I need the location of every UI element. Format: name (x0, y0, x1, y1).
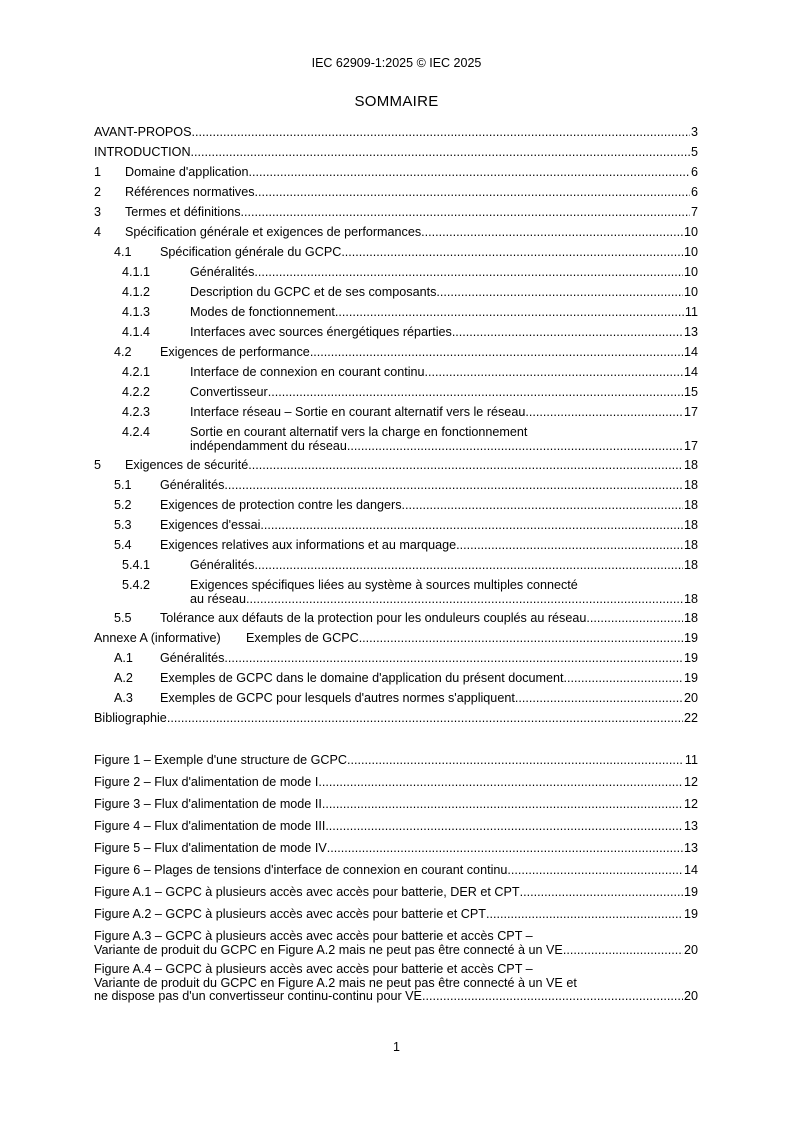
toc-entry-page: 18 (683, 478, 698, 492)
dot-leader (254, 266, 683, 280)
dot-leader (249, 166, 690, 180)
toc-entry-content (160, 652, 698, 666)
toc-entry-page: 18 (683, 538, 698, 552)
toc-entry-page: 15 (683, 385, 698, 399)
figure-entry-content (94, 798, 698, 812)
toc-entry-number: Annexe A (informative) (94, 631, 221, 645)
toc-entry-title: Exigences de sécurité (125, 458, 249, 472)
toc-entry[interactable] (94, 499, 698, 519)
toc-entry-number: 2 (94, 185, 102, 199)
toc-entry-text-line: Figure A.3 – GCPC à plusieurs accès avec accès pour batterie et accès CPT – (94, 929, 533, 943)
toc-entry-title: Interfaces avec sources énergétiques réparties (190, 325, 452, 339)
toc-entry[interactable] (94, 246, 698, 266)
toc-entry-number: 4.1.4 (122, 325, 151, 339)
toc-entry-page: 13 (683, 841, 698, 855)
dot-leader (515, 692, 683, 706)
toc-entry-last-line (94, 908, 698, 922)
toc-entry-title: Exigences de protection contre les dangers (160, 498, 402, 512)
figure-entry[interactable] (94, 886, 698, 908)
toc-entry-last-line (160, 346, 698, 360)
toc-entry-content (125, 186, 698, 200)
toc-entry[interactable] (94, 712, 698, 732)
toc-entry-content (190, 266, 698, 280)
toc-entry[interactable] (94, 519, 698, 539)
toc-entry-title: AVANT-PROPOS (94, 125, 192, 139)
toc-entry-last-line (94, 990, 698, 1004)
dot-leader (425, 366, 683, 380)
toc-entry-number: A.2 (114, 671, 133, 685)
toc-entry-page: 11 (684, 753, 698, 767)
figure-entry-content (94, 963, 698, 1004)
dot-leader (322, 798, 683, 812)
toc-entry-number: 5.5 (114, 611, 132, 625)
toc-entry-title: Tolérance aux défauts de la protection pour les onduleurs couplés au réseau (160, 611, 587, 625)
figure-entry[interactable] (94, 754, 698, 776)
toc-entry-text-line: Variante de produit du GCPC en Figure A.2 mais ne peut pas être connecté à un VE et (94, 975, 577, 990)
toc-entry-page: 20 (683, 942, 698, 957)
toc-entry[interactable] (94, 579, 698, 612)
toc-entry-title: Exigences relatives aux informations et au marquage (160, 538, 457, 552)
toc-entry-last-line (190, 306, 698, 320)
toc-entry-title: au réseau (190, 591, 247, 606)
figure-list (94, 754, 698, 1009)
dot-leader (347, 754, 684, 768)
dot-leader (525, 406, 683, 420)
toc-entry-title: Variante de produit du GCPC en Figure A.2 mais ne peut pas être connecté à un VE (94, 942, 563, 957)
figure-entry[interactable] (94, 908, 698, 930)
toc-entry-last-line (160, 539, 698, 553)
toc-entry-content (190, 326, 698, 340)
toc-entry[interactable] (94, 692, 698, 712)
toc-entry-page: 12 (683, 797, 698, 811)
figure-entry[interactable] (94, 776, 698, 798)
toc-entry-page: 14 (683, 365, 698, 379)
toc-entry-page: 13 (683, 325, 698, 339)
toc-entry-content (160, 539, 698, 553)
table-of-contents (94, 126, 698, 1009)
toc-entry-title: Exemples de GCPC pour lesquels d'autres normes s'appliquent (160, 691, 515, 705)
toc-entry-title: Interface réseau – Sortie en courant alternatif vers le réseau (190, 405, 526, 419)
figure-entry[interactable] (94, 963, 698, 1009)
toc-entry[interactable] (94, 559, 698, 579)
toc-entry-title: Généralités (160, 478, 225, 492)
toc-entry-number: 3 (94, 205, 102, 219)
toc-entry-number: 4.1 (114, 245, 132, 259)
toc-entry-title: Bibliographie (94, 711, 167, 725)
dot-leader (167, 712, 683, 726)
toc-entry-title: Figure 6 – Plages de tensions d'interface de connexion en courant continu (94, 863, 508, 877)
toc-entry-content (190, 386, 698, 400)
toc-entry-page: 10 (683, 225, 698, 239)
toc-entry-last-line (94, 712, 698, 726)
toc-entry-content (190, 579, 698, 606)
dot-leader (335, 306, 684, 320)
toc-entry-last-line (190, 559, 698, 573)
toc-entry-title: Figure 2 – Flux d'alimentation de mode I (94, 775, 319, 789)
dot-leader (563, 944, 683, 958)
toc-entry[interactable] (94, 386, 698, 406)
dot-leader (586, 612, 683, 626)
toc-entry-content (160, 519, 698, 533)
toc-entry[interactable] (94, 146, 698, 166)
toc-entry-number: 4 (94, 225, 102, 239)
toc-entry-page: 18 (683, 518, 698, 532)
toc-entry[interactable] (94, 539, 698, 559)
toc-entry-title: Généralités (160, 651, 225, 665)
dot-leader (192, 126, 690, 140)
toc-entry-content (190, 559, 698, 573)
toc-entry-title: Exigences de performance (160, 345, 310, 359)
toc-entry-page: 5 (690, 145, 698, 159)
toc-entry-content (160, 479, 698, 493)
toc-entry-last-line (190, 386, 698, 400)
dot-leader (359, 632, 683, 646)
toc-entry-last-line (94, 820, 698, 834)
toc-entry-title: Références normatives (125, 185, 255, 199)
toc-entry-page: 12 (683, 775, 698, 789)
toc-entry-page: 19 (683, 631, 698, 645)
toc-entry-title: Modes de fonctionnement (190, 305, 335, 319)
toc-entry[interactable] (94, 672, 698, 692)
toc-entry-content (125, 226, 698, 240)
dot-leader (347, 440, 683, 454)
toc-entry-title: Interface de connexion en courant continu (190, 365, 425, 379)
toc-entry-title: Figure 4 – Flux d'alimentation de mode III (94, 819, 326, 833)
toc-entry-page: 11 (684, 305, 698, 319)
toc-entry-title: INTRODUCTION (94, 145, 191, 159)
toc-entry[interactable] (94, 612, 698, 632)
toc-entry-content (190, 426, 698, 453)
toc-entry-page: 17 (683, 405, 698, 419)
toc-entry[interactable] (94, 166, 698, 186)
dot-leader (507, 864, 683, 878)
figure-entry[interactable] (94, 798, 698, 820)
toc-entry[interactable] (94, 406, 698, 426)
toc-entry-last-line (160, 692, 698, 706)
toc-entry-number: 4.2.3 (122, 405, 151, 419)
toc-entry-content (190, 406, 698, 420)
toc-entry-page: 22 (683, 711, 698, 725)
figure-entry-content (94, 842, 698, 856)
toc-list (94, 126, 698, 732)
toc-entry[interactable] (94, 459, 698, 479)
toc-entry-number: 4.2.4 (122, 425, 151, 439)
toc-entry-page: 3 (690, 125, 698, 139)
toc-entry-page: 13 (683, 819, 698, 833)
toc-entry[interactable] (94, 366, 698, 386)
toc-entry-page: 19 (683, 671, 698, 685)
toc-entry-content (125, 459, 698, 473)
toc-entry-last-line (125, 459, 698, 473)
dot-leader (191, 146, 690, 160)
figure-entry[interactable] (94, 864, 698, 886)
toc-entry[interactable] (94, 186, 698, 206)
toc-entry-content (160, 246, 698, 260)
toc-entry-title: Généralités (190, 265, 255, 279)
dot-leader (224, 479, 683, 493)
toc-entry-last-line (125, 166, 698, 180)
toc-entry-content (160, 672, 698, 686)
toc-entry-page: 14 (683, 345, 698, 359)
toc-entry-number: 4.1.3 (122, 305, 151, 319)
dot-leader (318, 776, 683, 790)
toc-gap (94, 732, 698, 754)
toc-entry-page: 10 (683, 265, 698, 279)
toc-entry-title: Exigences d'essai (160, 518, 261, 532)
toc-entry-last-line (94, 864, 698, 878)
toc-entry-content (190, 306, 698, 320)
figure-entry-content (94, 864, 698, 878)
toc-entry-last-line (94, 886, 698, 900)
toc-entry-page: 18 (683, 611, 698, 625)
toc-entry-last-line (94, 944, 698, 958)
toc-entry[interactable] (94, 652, 698, 672)
toc-entry-content (160, 346, 698, 360)
figure-entry-content (94, 754, 698, 768)
toc-entry-page: 20 (683, 989, 698, 1003)
toc-entry-last-line (94, 776, 698, 790)
toc-entry-last-line (94, 842, 698, 856)
figure-entry-content (94, 776, 698, 790)
figure-entry-content (94, 908, 698, 922)
toc-entry-number: 1 (94, 165, 102, 179)
toc-entry[interactable] (94, 346, 698, 366)
toc-entry-last-line (190, 406, 698, 420)
toc-entry[interactable] (94, 632, 698, 652)
toc-entry-last-line (190, 286, 698, 300)
toc-entry-page: 18 (683, 558, 698, 572)
toc-entry-number: 5.3 (114, 518, 132, 532)
dot-leader (254, 559, 683, 573)
toc-entry-content (246, 632, 698, 646)
dot-leader (246, 593, 683, 607)
toc-entry[interactable] (94, 326, 698, 346)
toc-entry-page: 19 (683, 907, 698, 921)
toc-entry-content (160, 612, 698, 626)
toc-entry-content (94, 126, 698, 140)
toc-entry-number: 4.2.2 (122, 385, 151, 399)
toc-entry-last-line (190, 440, 698, 454)
toc-entry-page: 19 (683, 885, 698, 899)
toc-entry[interactable] (94, 479, 698, 499)
toc-entry-text-line: Sortie en courant alternatif vers la charge en fonctionnement (190, 425, 528, 439)
toc-entry-title: Généralités (190, 558, 255, 572)
dot-leader (402, 499, 683, 513)
toc-entry-title: Figure 1 – Exemple d'une structure de GCPC (94, 753, 348, 767)
dot-leader (452, 326, 683, 340)
dot-leader (520, 886, 683, 900)
toc-entry[interactable] (94, 266, 698, 286)
toc-entry-title: Exemples de GCPC dans le domaine d'application du présent document (160, 671, 564, 685)
toc-entry-title: Figure A.1 – GCPC à plusieurs accès avec accès pour batterie, DER et CPT (94, 885, 520, 899)
toc-entry-last-line (160, 612, 698, 626)
toc-entry-last-line (190, 593, 698, 607)
toc-entry-page: 7 (690, 205, 698, 219)
toc-entry-content (94, 712, 698, 726)
toc-entry-last-line (94, 754, 698, 768)
toc-entry-title: Figure A.2 – GCPC à plusieurs accès avec accès pour batterie et CPT (94, 907, 486, 921)
toc-entry-content (190, 366, 698, 380)
toc-entry-page: 6 (690, 165, 698, 179)
dot-leader (248, 459, 683, 473)
toc-entry-number: 5.4.2 (122, 578, 151, 592)
figure-entry[interactable] (94, 930, 698, 963)
page-number: 1 (393, 1040, 400, 1054)
toc-entry-number: 5 (94, 458, 102, 472)
toc-entry-last-line (246, 632, 698, 646)
dot-leader (310, 346, 683, 360)
toc-entry-title: Description du GCPC et de ses composants (190, 285, 437, 299)
toc-entry-number: 4.1.2 (122, 285, 151, 299)
toc-entry-number: 4.1.1 (122, 265, 151, 279)
figure-entry[interactable] (94, 842, 698, 864)
toc-entry[interactable] (94, 306, 698, 326)
toc-entry-page: 10 (683, 245, 698, 259)
dot-leader (268, 386, 683, 400)
toc-entry-number: 5.2 (114, 498, 132, 512)
toc-entry-page: 19 (683, 651, 698, 665)
figure-entry-content (94, 886, 698, 900)
toc-entry-page: 17 (683, 438, 698, 453)
toc-entry-page: 14 (683, 863, 698, 877)
toc-entry-title: Convertisseur (190, 385, 268, 399)
toc-entry-content (160, 499, 698, 513)
toc-entry-text-line: Figure A.4 – GCPC à plusieurs accès avec accès pour batterie et accès CPT – (94, 962, 533, 976)
dot-leader (327, 842, 683, 856)
toc-entry-content (190, 286, 698, 300)
toc-entry-number: 5.4 (114, 538, 132, 552)
toc-entry-last-line (160, 246, 698, 260)
dot-leader (486, 908, 683, 922)
toc-entry-title: Spécification générale du GCPC (160, 245, 342, 259)
dot-leader (421, 226, 683, 240)
dot-leader (325, 820, 683, 834)
toc-entry-last-line (160, 499, 698, 513)
toc-entry-title: Exemples de GCPC (246, 631, 359, 645)
page-title: SOMMAIRE (354, 93, 439, 110)
dot-leader (422, 990, 683, 1004)
toc-entry-content (94, 146, 698, 160)
toc-entry-page: 18 (683, 591, 698, 606)
toc-entry-page: 18 (683, 458, 698, 472)
toc-entry-page: 10 (683, 285, 698, 299)
toc-entry-last-line (94, 798, 698, 812)
figure-entry[interactable] (94, 820, 698, 842)
toc-entry[interactable] (94, 226, 698, 246)
toc-entry-content (125, 166, 698, 180)
toc-entry-last-line (125, 186, 698, 200)
toc-entry-content (125, 206, 698, 220)
dot-leader (564, 672, 683, 686)
dot-leader (456, 539, 683, 553)
toc-entry-title: Figure 5 – Flux d'alimentation de mode IV (94, 841, 327, 855)
toc-entry-last-line (160, 652, 698, 666)
toc-entry-number: 4.2.1 (122, 365, 151, 379)
toc-entry-content (160, 692, 698, 706)
toc-entry-last-line (160, 519, 698, 533)
document-header: IEC 62909-1:2025 © IEC 2025 (311, 56, 482, 70)
toc-entry-number: A.1 (114, 651, 133, 665)
toc-entry-title: Domaine d'application (125, 165, 249, 179)
toc-entry-page: 18 (683, 498, 698, 512)
toc-entry-last-line (190, 366, 698, 380)
toc-entry-last-line (190, 266, 698, 280)
toc-entry-number: A.3 (114, 691, 133, 705)
toc-entry-last-line (190, 326, 698, 340)
dot-leader (341, 246, 683, 260)
toc-entry-title: Spécification générale et exigences de performances (125, 225, 422, 239)
figure-entry-content (94, 820, 698, 834)
toc-entry-title: indépendamment du réseau (190, 438, 347, 453)
toc-entry[interactable] (94, 426, 698, 459)
dot-leader (224, 652, 683, 666)
dot-leader (436, 286, 683, 300)
toc-entry-number: 5.4.1 (122, 558, 151, 572)
toc-entry-last-line (125, 226, 698, 240)
toc-entry-last-line (160, 672, 698, 686)
toc-entry-last-line (160, 479, 698, 493)
dot-leader (241, 206, 690, 220)
dot-leader (255, 186, 690, 200)
toc-entry-last-line (125, 206, 698, 220)
toc-entry[interactable] (94, 206, 698, 226)
toc-entry-number: 4.2 (114, 345, 132, 359)
toc-entry[interactable] (94, 286, 698, 306)
toc-entry-title: Termes et définitions (125, 205, 241, 219)
toc-entry-number: 5.1 (114, 478, 132, 492)
toc-entry-last-line (94, 146, 698, 160)
toc-entry-last-line (94, 126, 698, 140)
toc-entry-text-line: Exigences spécifiques liées au système à sources multiples connecté (190, 578, 578, 592)
dot-leader (260, 519, 683, 533)
toc-entry-page: 6 (690, 185, 698, 199)
toc-entry[interactable] (94, 126, 698, 146)
toc-entry-title: ne dispose pas d'un convertisseur continu-continu pour VE (94, 989, 422, 1003)
toc-entry-page: 20 (683, 691, 698, 705)
toc-entry-title: Figure 3 – Flux d'alimentation de mode II (94, 797, 322, 811)
figure-entry-content (94, 930, 698, 957)
